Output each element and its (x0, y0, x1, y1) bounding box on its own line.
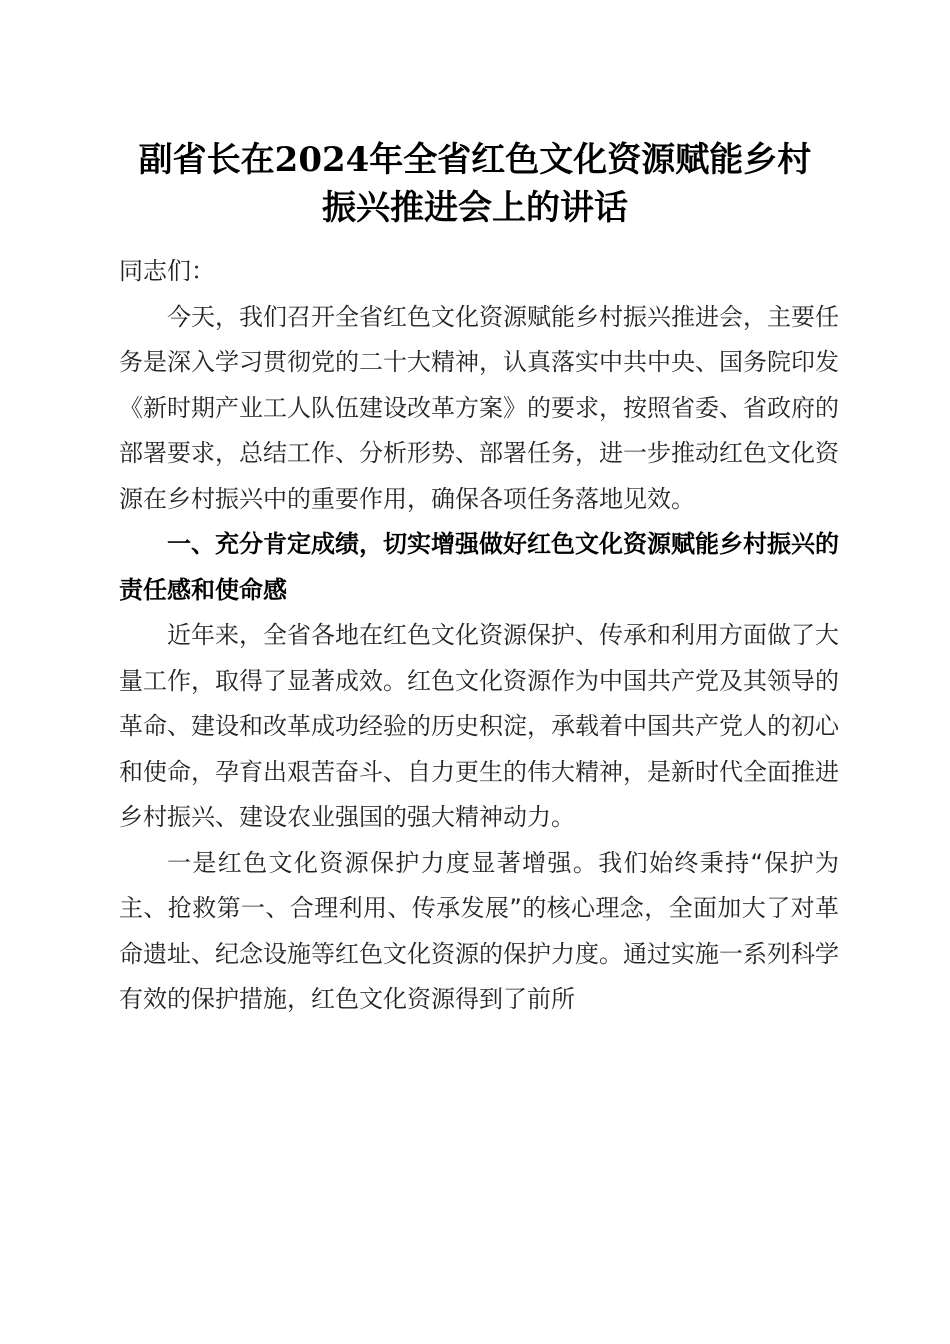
body-paragraph: 一是红色文化资源保护力度显著增强。我们始终秉持“保护为主、抢救第一、合理利用、传承发展”的核心理念，全面加大了对革命遗址、纪念设施等红色文化资源的保护力度。通过实施一系列科学有效的保护措施，红色文化资源得到了前所 (119, 848, 839, 1013)
section-heading: 一、充分肯定成绩，切实增强做好红色文化资源赋能乡村振兴的责任感和使命感 (119, 530, 839, 604)
document-body (119, 249, 839, 1023)
body-paragraph: 近年来，全省各地在红色文化资源保护、传承和利用方面做了大量工作，取得了显著成效。红色文化资源作为中国共产党及其领导的革命、建设和改革成功经验的历史积淀，承载着中国共产党人的初心和使命，孕育出艰苦奋斗、自力更生的伟大精神，是新时代全面推进乡村振兴、建设农业强国的强大精神动力。 (119, 621, 839, 831)
salutation: 同志们： (119, 257, 215, 285)
title-line-1: 副省长在2024年全省红色文化资源赋能乡村 (138, 140, 812, 180)
title-line-2: 振兴推进会上的讲话 (322, 188, 628, 228)
document-title (100, 136, 850, 232)
intro-paragraph: 今天，我们召开全省红色文化资源赋能乡村振兴推进会，主要任务是深入学习贯彻党的二十大精神，认真落实中共中央、国务院印发《新时期产业工人队伍建设改革方案》的要求，按照省委、省政府的部署要求，总结工作、分析形势、部署任务，进一步推动红色文化资源在乡村振兴中的重要作用，确保各项任务落地见效。 (119, 302, 839, 513)
